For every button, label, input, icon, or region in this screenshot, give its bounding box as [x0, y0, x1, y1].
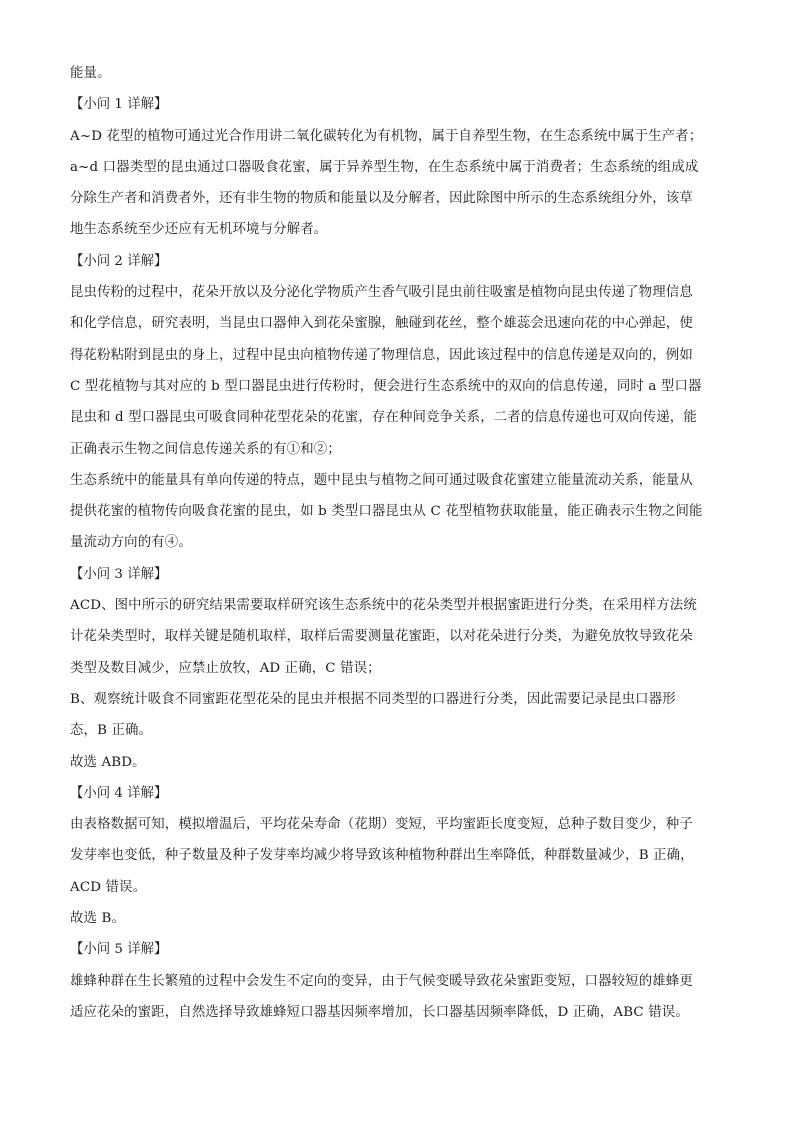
text-line: 地生态系统至少还应有无机环境与分解者。	[70, 222, 328, 238]
section-heading: 【小问 3 详解】	[70, 566, 168, 582]
text-line: 发芽率也变低，种子数量及种子发芽率均减少将导致该种植物种群出生率降低，种群数量减少，B 正确，	[70, 848, 694, 864]
section-heading: 【小问 2 详解】	[70, 253, 168, 269]
section-heading: 【小问 4 详解】	[70, 785, 168, 801]
section-heading: 【小问 5 详解】	[70, 942, 168, 958]
section-heading: 【小问 1 详解】	[70, 97, 168, 113]
text-line: C 型花植物与其对应的 b 型口器昆虫进行传粉时，便会进行生态系统中的双向的信息传递，同时 a 型口器	[70, 378, 702, 394]
text-line: 正确表示生物之间信息传递关系的有①和②；	[70, 441, 341, 457]
text-line: 由表格数据可知，模拟增温后，平均花朵寿命（花期）变短，平均蜜距长度变短，总种子数目变少，种子	[70, 817, 693, 833]
text-line: a~d 口器类型的昆虫通过口器吸食花蜜，属于异养型生物，在生态系统中属于消费者；生态系统的组成成	[70, 159, 699, 175]
text-line: ACD、图中所示的研究结果需要取样研究该生态系统中的花朵类型并根据蜜距进行分类，在采用样方法统	[70, 598, 697, 614]
text-line: 生态系统中的能量具有单向传递的特点，题中昆虫与植物之间可通过吸食花蜜建立能量流动关系，能量从	[70, 472, 693, 488]
text-line: 昆虫传粉的过程中，花朵开放以及分泌化学物质产生香气吸引昆虫前往吸蜜是植物向昆虫传递了物理信息	[70, 285, 693, 301]
document-page	[70, 58, 722, 1028]
text-line: 和化学信息，研究表明，当昆虫口器伸入到花朵蜜腺，触碰到花丝，整个雄蕊会迅速向花的中心弹起，使	[70, 316, 693, 332]
text-line: 类型及数目减少，应禁止放牧，AD 正确，C 错误；	[70, 660, 381, 676]
text-line: 适应花朵的蜜距，自然选择导致雄蜂短口器基因频率增加，长口器基因频率降低，D 正确，ABC 错误。	[70, 1004, 689, 1020]
text-line: 提供花蜜的植物传向吸食花蜜的昆虫，如 b 类型口器昆虫从 C 花型植物获取能量，能正确表示生物之间能	[70, 504, 703, 520]
text-line: 故选 B。	[70, 911, 126, 927]
text-line: ACD 错误。	[70, 879, 147, 895]
text-line: 雄蜂种群在生长繁殖的过程中会发生不定向的变异，由于气候变暖导致花朵蜜距变短，口器较短的雄蜂更	[70, 973, 693, 989]
text-line: 计花朵类型时，取样关键是随机取样，取样后需要测量花蜜距，以对花朵进行分类，为避免放牧导致花朵	[70, 629, 693, 645]
text-line: 故选 ABD。	[70, 754, 146, 770]
text-line: 能量。	[70, 66, 111, 81]
text-line: 态，B 正确。	[70, 723, 153, 739]
text-line: 得花粉粘附到昆虫的身上，过程中昆虫向植物传递了物理信息，因此该过程中的信息传递是双向的，例如	[70, 347, 693, 363]
text-line: A~D 花型的植物可通过光合作用讲二氧化碳转化为有机物，属于自养型生物，在生态系统中属于生产者；	[70, 128, 703, 144]
text-line: B、观察统计吸食不同蜜距花型花朵的昆虫并根据不同类型的口器进行分类，因此需要记录昆虫口器形	[70, 691, 676, 707]
text-line: 分除生产者和消费者外，还有非生物的物质和能量以及分解者，因此除图中所示的生态系统组分外，该草	[70, 191, 693, 207]
text-line: 昆虫和 d 型口器昆虫可吸食同种花型花朵的花蜜，存在种间竞争关系，二者的信息传递也可双向传递，能	[70, 410, 697, 426]
text-line: 量流动方向的有④。	[70, 535, 192, 551]
